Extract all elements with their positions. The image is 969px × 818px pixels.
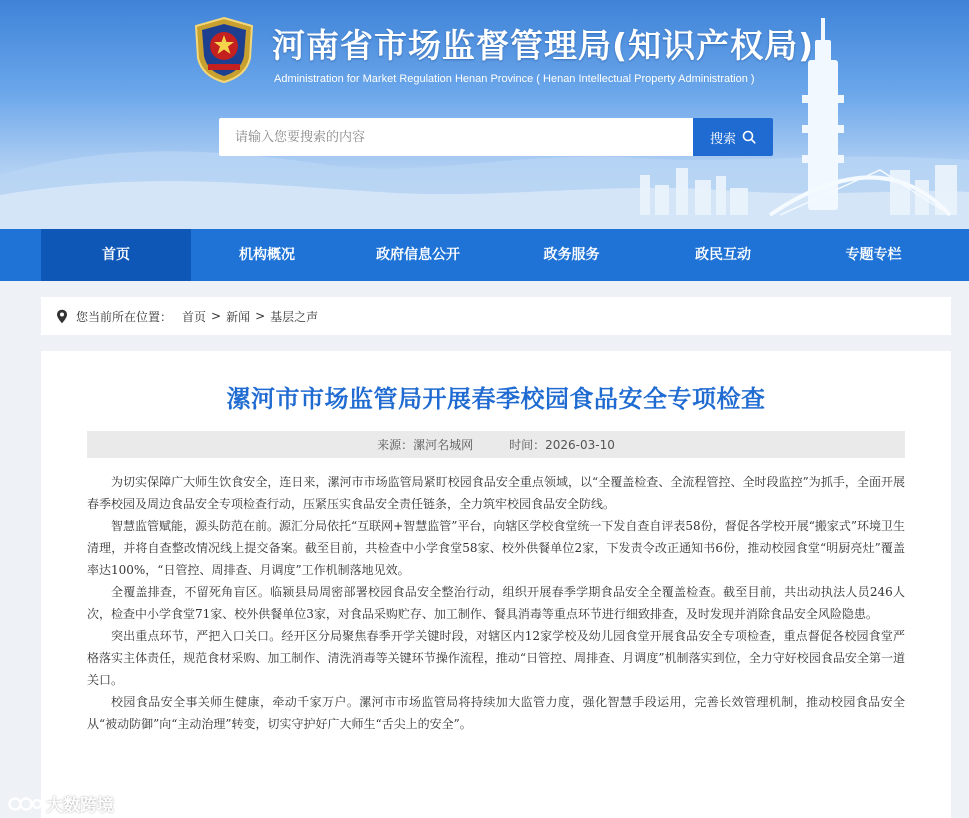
search-input[interactable]: [219, 118, 693, 156]
search-icon: [742, 130, 756, 144]
breadcrumb-news[interactable]: 新闻: [226, 309, 251, 324]
nav-item-gov-info[interactable]: 政府信息公开: [376, 247, 460, 263]
breadcrumb: [41, 297, 951, 335]
watermark-logo-icon: [8, 794, 42, 814]
article-body: [87, 472, 905, 736]
breadcrumb-grassroots[interactable]: 基层之声: [270, 309, 319, 324]
article-paragraph: 突出重点环节，严把入口关口。经开区分局聚焦春季开学关键时段，对辖区内12家学校及幼儿园食堂开展食品安全专项检查，重点督促各校园食堂严格落实主体责任，规范食材采购、加工制作、清洗消毒等关键环节操作流程，推动“日管控、周排查、月调度”机制落实到位，全力守好校园食品安全第一道关口。: [87, 629, 905, 687]
location-pin-icon: [56, 309, 68, 324]
police-emblem-logo: [192, 16, 256, 84]
site-title: 河南省市场监督管理局(知识产权局): [272, 26, 815, 65]
breadcrumb-separator: >: [211, 309, 222, 323]
nav-item-interaction[interactable]: 政民互动: [695, 247, 751, 263]
source-label: 来源：: [377, 438, 414, 452]
breadcrumb-home[interactable]: 首页: [182, 309, 207, 324]
nav-item-gov-services[interactable]: 政务服务: [543, 247, 600, 263]
site-header: [0, 0, 969, 229]
watermark-text: 大数跨境: [46, 796, 114, 816]
site-subtitle: Administration for Market Regulation Henan Province ( Henan Intellectual Property Administration ): [274, 73, 755, 85]
source-value: 漯河名城网: [413, 438, 474, 452]
search-button[interactable]: [693, 118, 773, 156]
article-meta: [87, 431, 905, 458]
main-nav: [0, 229, 969, 281]
article-paragraph: 全覆盖排查，不留死角盲区。临颍县局周密部署校园食品安全整治行动，组织开展春季学期食品安全全覆盖检查。截至目前，共出动执法人员246人次，检查中小学食堂71家、校外供餐单位3家，对食品采购贮存、加工制作、餐具消毒等重点环节进行细致排查，及时发现并消除食品安全风险隐患。: [87, 584, 905, 621]
article-panel: [41, 351, 951, 818]
time-value: 2026-03-10: [545, 437, 615, 452]
nav-item-home[interactable]: 首页: [41, 229, 191, 281]
watermark: [8, 791, 114, 816]
article-title: 漯河市市场监管局开展春季校园食品安全专项检查: [226, 385, 766, 413]
search-button-label: 搜索: [709, 131, 736, 147]
article-paragraph: 校园食品安全事关师生健康，牵动千家万户。漯河市市场监管局将持续加大监管力度，强化智慧手段运用，完善长效管理机制，推动校园食品安全从“被动防御”向“主动治理”转变，切实守护好广大师生“舌尖上的安全”。: [87, 694, 905, 731]
time-label: 时间：: [509, 438, 546, 452]
nav-item-special-topics[interactable]: 专题专栏: [845, 247, 902, 263]
breadcrumb-prefix: 您当前所在位置：: [76, 309, 173, 324]
breadcrumb-separator: >: [255, 309, 266, 323]
article-paragraph: 智慧监管赋能，源头防范在前。源汇分局依托“互联网+智慧监管”平台，向辖区学校食堂统一下发自查自评表58份，督促各学校开展“搬家式”环境卫生清理，并将自查整改情况线上提交备案。截至目前，共检查中小学食堂58家、校外供餐单位2家，下发责令改正通知书6份，推动校园食堂“明厨亮灶”覆盖率达100%，“日管控、周排查、月调度”工作机制落地见效。: [87, 519, 905, 577]
article-paragraph: 为切实保障广大师生饮食安全，连日来，漯河市市场监管局紧盯校园食品安全重点领域，以“全覆盖检查、全流程管控、全时段监控”为抓手，全面开展春季校园及周边食品安全专项检查行动，压紧压实食品安全责任链条，全力筑牢校园食品安全防线。: [87, 475, 905, 511]
nav-item-organization[interactable]: 机构概况: [239, 247, 295, 263]
